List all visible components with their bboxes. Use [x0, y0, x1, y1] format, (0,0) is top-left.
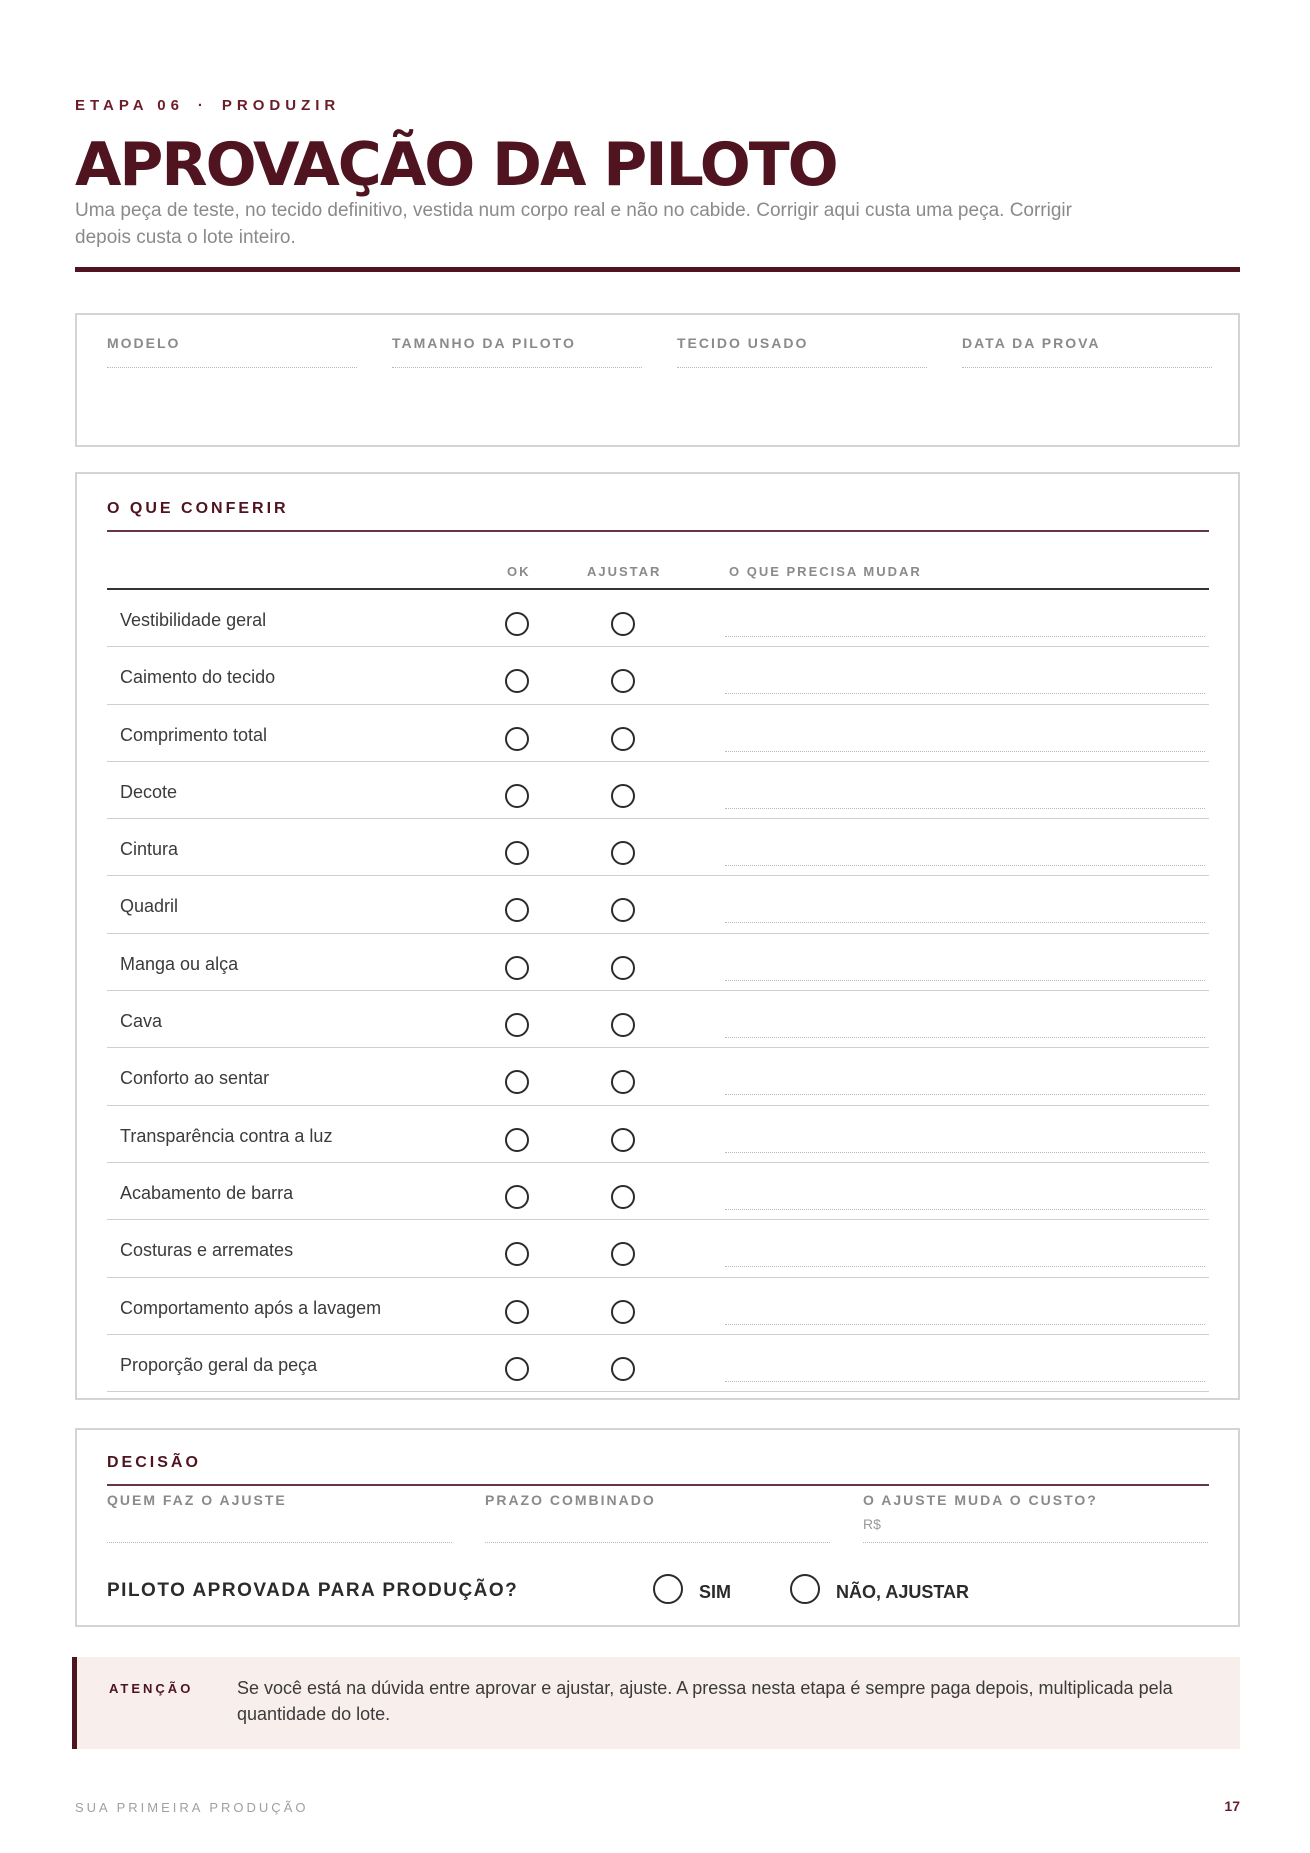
change-note-line[interactable] [725, 808, 1205, 809]
stage-number: ETAPA 06 [75, 97, 184, 114]
row-label: Decote [120, 781, 178, 802]
row-label: Cintura [120, 839, 179, 860]
field-label: TECIDO USADO [677, 335, 809, 351]
change-note-line[interactable] [725, 636, 1205, 637]
stage-kicker [75, 97, 340, 114]
adjust-radio[interactable] [611, 1013, 635, 1037]
field-input-line[interactable] [107, 1542, 452, 1543]
row-label: Comportamento após a lavagem [120, 1297, 382, 1318]
change-note-line[interactable] [725, 1209, 1205, 1210]
checklist-row [107, 991, 1209, 1048]
row-label: Caimento do tecido [120, 667, 276, 688]
change-note-line[interactable] [725, 1152, 1205, 1153]
adjust-radio[interactable] [611, 669, 635, 693]
field-input-line[interactable] [392, 367, 642, 368]
ok-radio[interactable] [505, 1185, 529, 1209]
checklist-row [107, 1163, 1209, 1220]
change-note-line[interactable] [725, 751, 1205, 752]
ok-radio[interactable] [505, 1357, 529, 1381]
page-title: APROVAÇÃO DA PILOTO [75, 130, 837, 200]
ok-radio[interactable] [505, 669, 529, 693]
ok-radio[interactable] [505, 1128, 529, 1152]
approve-yes-radio[interactable] [653, 1574, 683, 1604]
decision-box [75, 1428, 1240, 1627]
checklist-row [107, 1048, 1209, 1105]
ok-radio[interactable] [505, 1070, 529, 1094]
field-input-line[interactable] [962, 367, 1212, 368]
ok-radio[interactable] [505, 841, 529, 865]
change-note-line[interactable] [725, 865, 1205, 866]
adjust-radio[interactable] [611, 956, 635, 980]
field-label: TAMANHO DA PILOTO [392, 335, 576, 351]
field-input-line[interactable] [677, 367, 927, 368]
checklist-box [75, 472, 1240, 1400]
adjust-radio[interactable] [611, 841, 635, 865]
adjust-radio[interactable] [611, 612, 635, 636]
col-ok-header: OK [507, 564, 531, 579]
field-input-line[interactable] [107, 367, 357, 368]
checklist-row [107, 1278, 1209, 1335]
adjust-radio[interactable] [611, 727, 635, 751]
row-label: Acabamento de barra [120, 1182, 294, 1203]
approve-no-label: NÃO, AJUSTAR [836, 1582, 970, 1602]
adjust-radio[interactable] [611, 1300, 635, 1324]
ok-radio[interactable] [505, 612, 529, 636]
checklist-row [107, 590, 1209, 647]
row-label: Vestibilidade geral [120, 610, 267, 630]
kicker-separator: · [197, 97, 208, 114]
ok-radio[interactable] [505, 1013, 529, 1037]
checklist-title: O QUE CONFERIR [107, 500, 289, 517]
checklist-row [107, 1220, 1209, 1277]
col-change-header: O QUE PRECISA MUDAR [729, 564, 922, 579]
row-label: Manga ou alça [120, 953, 239, 974]
field-label: DATA DA PROVA [962, 335, 1101, 351]
change-note-line[interactable] [725, 980, 1205, 981]
approve-yes-label: SIM [699, 1582, 732, 1602]
ok-radio[interactable] [505, 956, 529, 980]
row-label: Transparência contra a luz [120, 1125, 333, 1146]
row-label: Quadril [120, 896, 179, 917]
stage-section: PRODUZIR [221, 97, 341, 114]
change-note-line[interactable] [725, 1094, 1205, 1095]
checklist-rows [107, 590, 1209, 1392]
field-input-line[interactable] [863, 1542, 1208, 1543]
currency-hint: R$ [863, 1516, 881, 1532]
change-note-line[interactable] [725, 693, 1205, 694]
ok-radio[interactable] [505, 898, 529, 922]
checklist-row [107, 934, 1209, 991]
checklist-row [107, 705, 1209, 762]
ok-radio[interactable] [505, 1300, 529, 1324]
attention-callout [72, 1657, 1240, 1749]
adjust-radio[interactable] [611, 1185, 635, 1209]
ok-radio[interactable] [505, 784, 529, 808]
adjust-radio[interactable] [611, 784, 635, 808]
footer-book-title: SUA PRIMEIRA PRODUÇÃO [75, 1800, 309, 1815]
approval-question: PILOTO APROVADA PARA PRODUÇÃO? [107, 1580, 519, 1601]
page-number: 17 [1224, 1798, 1240, 1814]
checklist-row [107, 762, 1209, 819]
field-label: QUEM FAZ O AJUSTE [107, 1492, 287, 1508]
checklist-row [107, 647, 1209, 704]
checklist-row [107, 876, 1209, 933]
row-label: Cava [120, 1011, 163, 1032]
field-label: PRAZO COMBINADO [485, 1492, 656, 1508]
change-note-line[interactable] [725, 1266, 1205, 1267]
checklist-row [107, 819, 1209, 876]
row-label: Conforto ao sentar [120, 1068, 270, 1089]
row-label: Proporção geral da peça [120, 1354, 318, 1375]
checklist-title-rule [107, 530, 1209, 532]
piece-info-box [75, 313, 1240, 447]
callout-label: ATENÇÃO [109, 1681, 194, 1696]
ok-radio[interactable] [505, 727, 529, 751]
field-label: O AJUSTE MUDA O CUSTO? [863, 1492, 1098, 1508]
change-note-line[interactable] [725, 1381, 1205, 1382]
change-note-line[interactable] [725, 1324, 1205, 1325]
field-input-line[interactable] [485, 1542, 830, 1543]
adjust-radio[interactable] [611, 1070, 635, 1094]
change-note-line[interactable] [725, 1037, 1205, 1038]
checklist-row [107, 1106, 1209, 1163]
row-label: Costuras e arremates [120, 1240, 294, 1261]
adjust-radio[interactable] [611, 898, 635, 922]
row-label: Comprimento total [120, 724, 268, 745]
adjust-radio[interactable] [611, 1357, 635, 1381]
decision-title-rule [107, 1484, 1209, 1486]
page-subtitle: Uma peça de teste, no tecido definitivo, vestida num corpo real e não no cabide. Corrigir aqui custa uma peça. Corrigir depois custa o lote inteiro. [75, 200, 1072, 248]
field-label: MODELO [107, 335, 181, 351]
callout-text: Se você está na dúvida entre aprovar e ajustar, ajuste. A pressa nesta etapa é sempre paga depois, multiplicada pela quantidade do lote. [237, 1678, 1173, 1724]
change-note-line[interactable] [725, 922, 1205, 923]
approve-no-radio[interactable] [790, 1574, 820, 1604]
header-divider [75, 267, 1240, 272]
checklist-row [107, 1335, 1209, 1392]
ok-radio[interactable] [505, 1242, 529, 1266]
adjust-radio[interactable] [611, 1242, 635, 1266]
adjust-radio[interactable] [611, 1128, 635, 1152]
col-adjust-header: AJUSTAR [587, 564, 662, 579]
decision-title: DECISÃO [107, 1454, 201, 1471]
